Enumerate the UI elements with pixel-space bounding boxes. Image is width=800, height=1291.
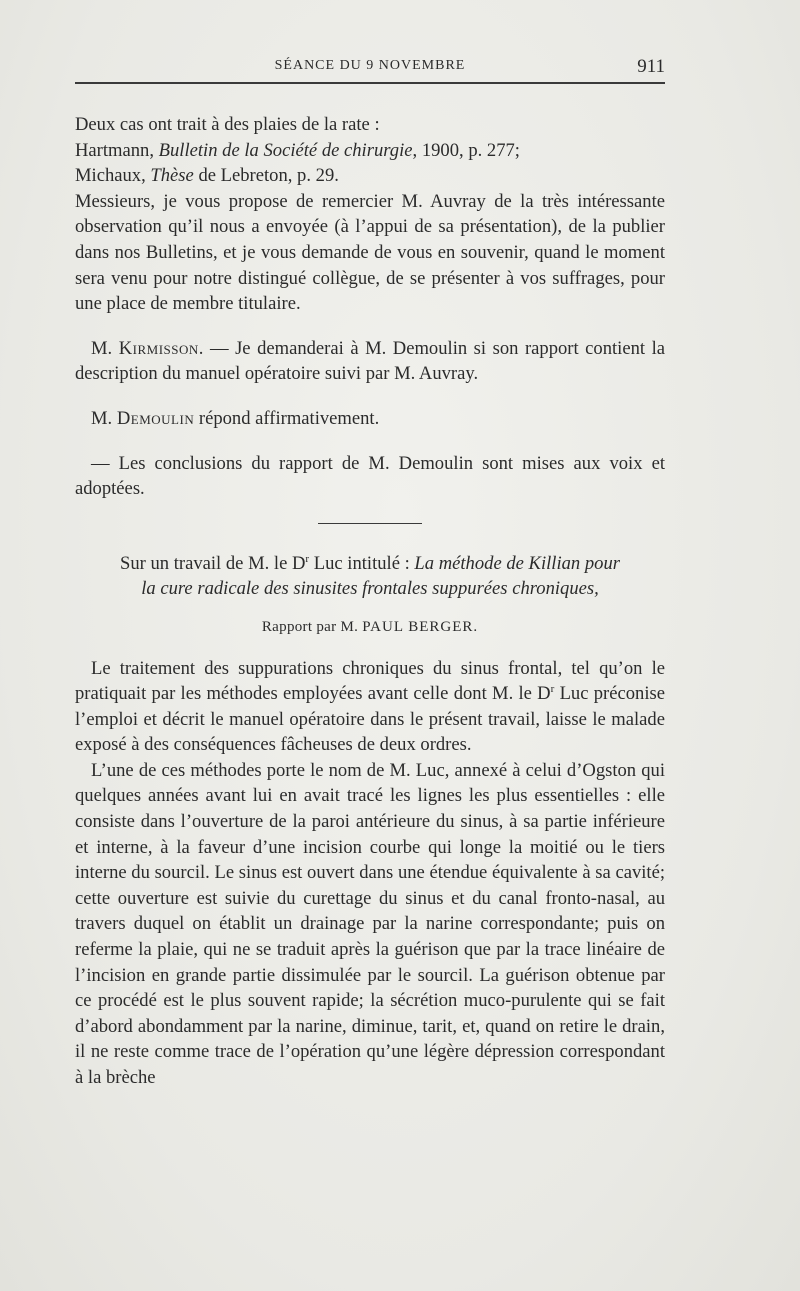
paragraph-methodes: L’une de ces méthodes porte le nom de M. Luc, annexé à celui d’Ogston qui quelques années avant lui en avait tracé les lignes les plus essentielles : elle consiste dans l’ouverture de la paroi antérieure du sinus, à sa partie inférieure et interne, à la faveur d’une incision courbe qui longe la moitié ou le tiers interne du sourcil. Le sinus est ouvert dans une étendue équivalente à sa cavité; cette ouverture est suivie du curettage du sinus et du canal fronto-nasal, au travers duquel on établit un drainage par la narine correspondante; puis on referme la plaie, qui ne se traduit après la guérison que par la trace linéaire de l’incision en grande partie dissimulée par le sourcil. La guérison obtenue par ce procédé est le plus souvent rapide; la sécrétion muco-purulente qui se fait d’abord abondamment par la narine, diminue, tarit, et, quand on retire le drain, il ne reste comme trace de l’opération qu’une légère dépression correspondant à la brèche xyxy=(75,759,665,1088)
section-divider xyxy=(318,523,422,524)
paragraph-conclusions: — Les conclusions du rapport de M. Demoulin sont mises aux voix et adoptées. xyxy=(75,452,665,500)
speaker-demoulin: Demoulin xyxy=(116,407,195,429)
page-number: 911 xyxy=(637,56,665,77)
speaker-kirmisson: Kirmisson xyxy=(118,337,199,359)
paragraph-demoulin: M. Demoulin répond affirmativement. xyxy=(91,407,380,429)
report-title: Sur un travail de M. le $D^r$ Luc intitulé : La méthode de Killian pour la cure radicale des sinusites frontales suppurées chroniques, xyxy=(120,552,620,600)
body-text xyxy=(75,112,665,1091)
reporter-name: PAUL BERGER. xyxy=(362,618,479,635)
report-byline: Rapport par M. PAUL BERGER. xyxy=(261,618,479,635)
these-label: Thèse xyxy=(150,165,194,187)
paragraph-kirmisson: M. Kirmisson. — Je demanderai à M. Demoulin si son rapport contient la description du manuel opératoire suivi par M. Auvray. xyxy=(75,337,666,385)
reference-michaux: Michaux, Thèse de Lebreton, p. 29. xyxy=(75,165,339,187)
intro-line: Deux cas ont trait à des plaies de la rate : xyxy=(75,114,380,135)
page-header xyxy=(75,58,665,84)
running-head: SÉANCE DU 9 NOVEMBRE xyxy=(274,58,466,73)
paragraph-messieurs: Messieurs, je vous propose de remercier M. Auvray de la très intéressante observation qu’il nous a envoyée (à l’appui de sa présentation), de la publier dans nos Bulletins, et je vous demande de vous en souvenir, quand le moment sera venu pour notre distingué collègue, de se présenter à vos suffrages, pour une place de membre titulaire. xyxy=(75,190,665,315)
paragraph-traitement: Le traitement des suppurations chroniques du sinus frontal, tel qu’on le pratiquait par les méthodes employées avant celle dont M. le $D^r$ Luc préconise l’emploi et décrit le manuel opératoire dans le présent travail, laisse le malade exposé à des conséquences fâcheuses de deux ordres. xyxy=(75,657,665,756)
reference-hartmann: Hartmann, Bulletin de la Société de chirurgie, 1900, p. 277; xyxy=(75,139,520,161)
journal-title: Bulletin de la Société de chirurgie xyxy=(158,139,413,161)
